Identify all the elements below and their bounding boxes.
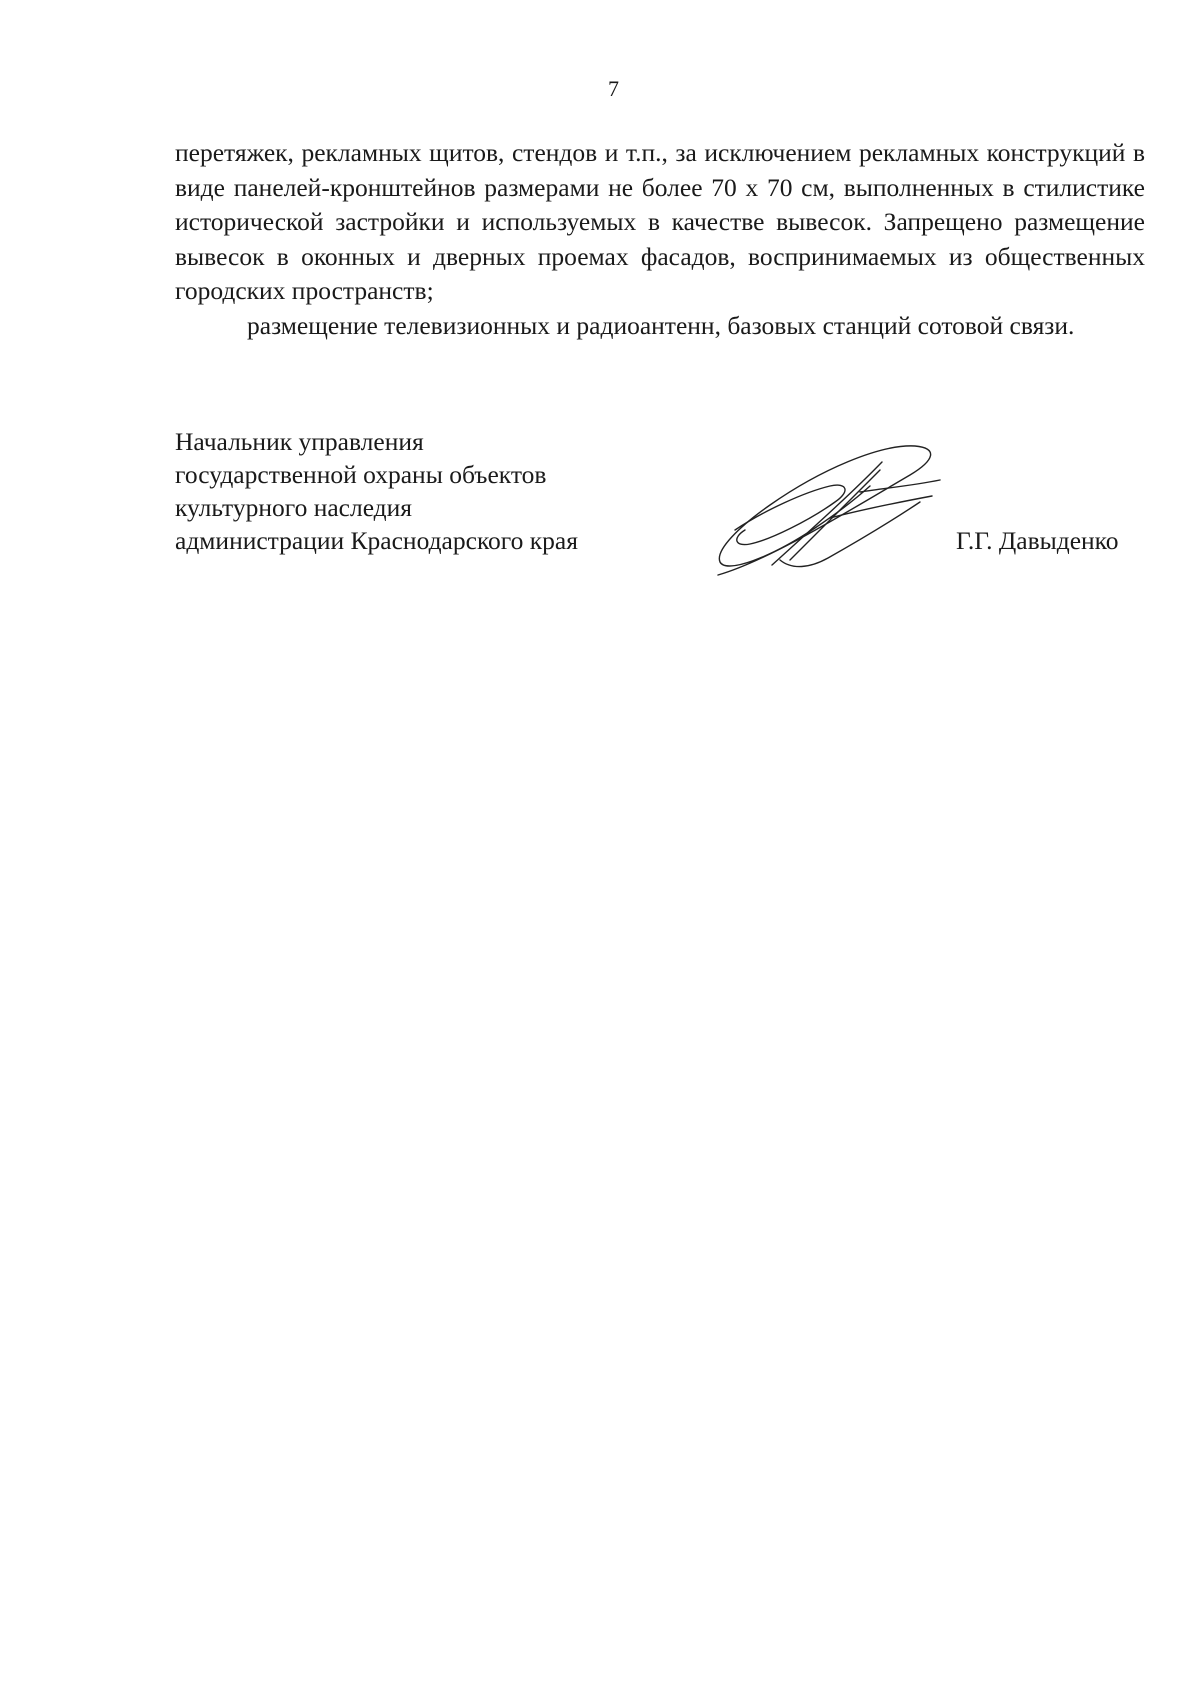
body-paragraph: размещение телевизионных и радиоантенн, базовых станций сотовой связи. [247,310,1075,340]
handwritten-signature-icon [710,440,950,590]
page-number: 7 [608,76,619,101]
signer-name: Г.Г. Давыденко [956,526,1119,555]
signatory-title-line: администрации Краснодарского края [175,526,578,555]
body-paragraph: перетяжек, рекламных щитов, стендов и т.п., за исключением рекламных конструкций в виде панелей-кронштейнов размерами не более 70 х 70 см, выполненных в стилистике исторической застройки и используемых в качестве вывесок. Запрещено размещение вывесок в оконных и дверных проемах фасадов, воспринимаемых из общественных городских пространств; [175,138,1145,305]
document-body [175,136,1145,343]
signatory-title-line: культурного наследия [175,493,413,522]
signatory-title [175,425,578,557]
signatory-title-line: Начальник управления [175,427,424,456]
signatory-title-line: государственной охраны объектов [175,460,547,489]
